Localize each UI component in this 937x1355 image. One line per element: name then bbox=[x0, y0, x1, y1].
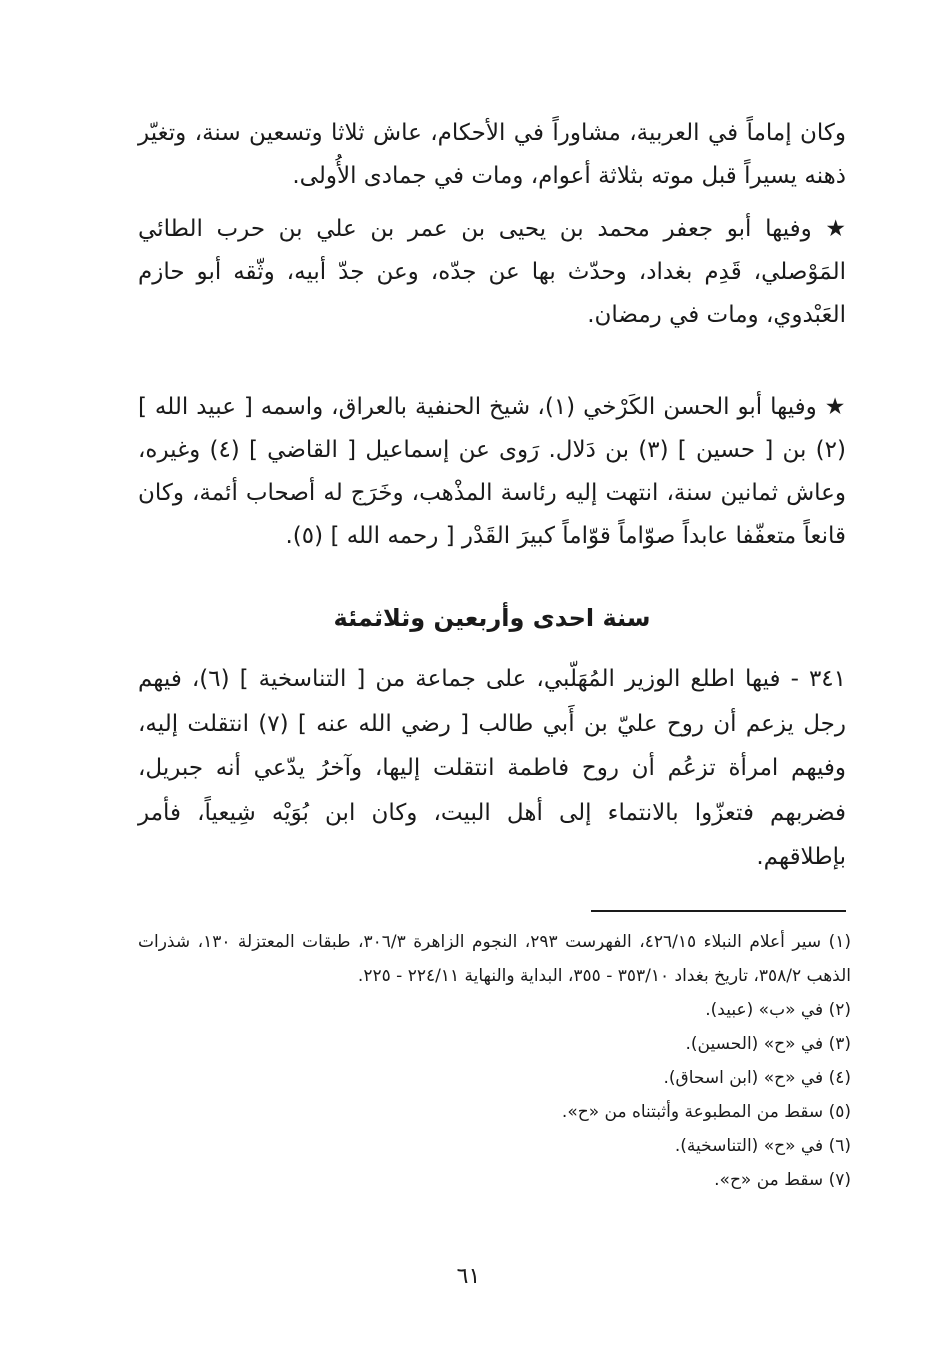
paragraph-continuation: وكان إماماً في العربية، مشاوراً في الأحكام، عاش ثلاثا وتسعين سنة، وتغيّر ذهنه يسيراً قبل موته بثلاثة أعوام، ومات في جمادى الأُولى. bbox=[138, 120, 846, 189]
footnote-item: (٤) في «ح» (ابن اسحاق). bbox=[663, 1068, 851, 1088]
footnote-item: (٥) سقط من المطبوعة وأثبتناه من «ح». bbox=[561, 1102, 851, 1122]
footnote-item: (١) سير أعلام النبلاء ٤٢٦/١٥، الفهرست ٢٩٣، النجوم الزاهرة ٣٠٦/٣، طبقات المعتزلة ١٣٠، شذرات الذهب ٣٥٨/٢، تاريخ بغداد ٣٥٣/١٠ - ٣٥٥، البداية والنهاية ٢٢٤/١١ - ٢٢٥. bbox=[138, 932, 851, 986]
paragraph-entry-341: ٣٤١ - فيها اطلع الوزير المُهَلّبي، على جماعة من [ التناسخية ] (٦)، فيهم رجل يزعم أن روح عليّ بن أَبي طالب [ رضي الله عنه ] (٧) انتقلت إليه، وفيهم امرأة تزعُم أن روح فاطمة انتقلت إليها، وآخرُ يدّعي أنه جبريل، فضربهم فتعزّوا بالانتماء إلى أهل البيت، وكان ابن بُوَيْه شِيعياً، فأمر بإطلاقهم. bbox=[138, 666, 846, 870]
footnotes-list bbox=[138, 925, 851, 1197]
page-number: ٦١ bbox=[456, 1264, 481, 1289]
footnote-item: (٢) في «ب» (عبيد). bbox=[705, 1000, 851, 1020]
footnote-item: (٧) سقط من «ح». bbox=[714, 1170, 851, 1190]
footnote-separator bbox=[591, 910, 846, 912]
footnote-item: (٣) في «ح» (الحسين). bbox=[685, 1034, 851, 1054]
paragraph-entry-abu-jafar: ★ وفيها أبو جعفر محمد بن يحيى بن عمر بن علي بن حرب الطائي المَوْصلي، قَدِم بغداد، وحدّث بها عن جدّه، وعن جدّ أبيه، وثّقه أبو حازم العَبْدوي، ومات في رمضان. bbox=[138, 216, 846, 328]
paragraph-entry-abu-al-hasan: ★ وفيها أبو الحسن الكَرْخي (١)، شيخ الحنفية بالعراق، واسمه [ عبيد الله ] (٢) بن [ حسين ] (٣) بن دَلال. رَوى عن إسماعيل [ القاضي ] (٤) وغيره، وعاش ثمانين سنة، انتهت إليه رئاسة المذْهب، وخَرَج له أصحاب أئمة، وكان قانعاً متعفّفا عابداً صوّاماً قوّاماً كبيرَ القَدْر [ رحمه الله ] (٥). bbox=[138, 394, 846, 549]
section-heading-year: سنة احدى وأربعين وثلاثمئة bbox=[333, 604, 651, 632]
footnote-item: (٦) في «ح» (التناسخية). bbox=[674, 1136, 851, 1156]
